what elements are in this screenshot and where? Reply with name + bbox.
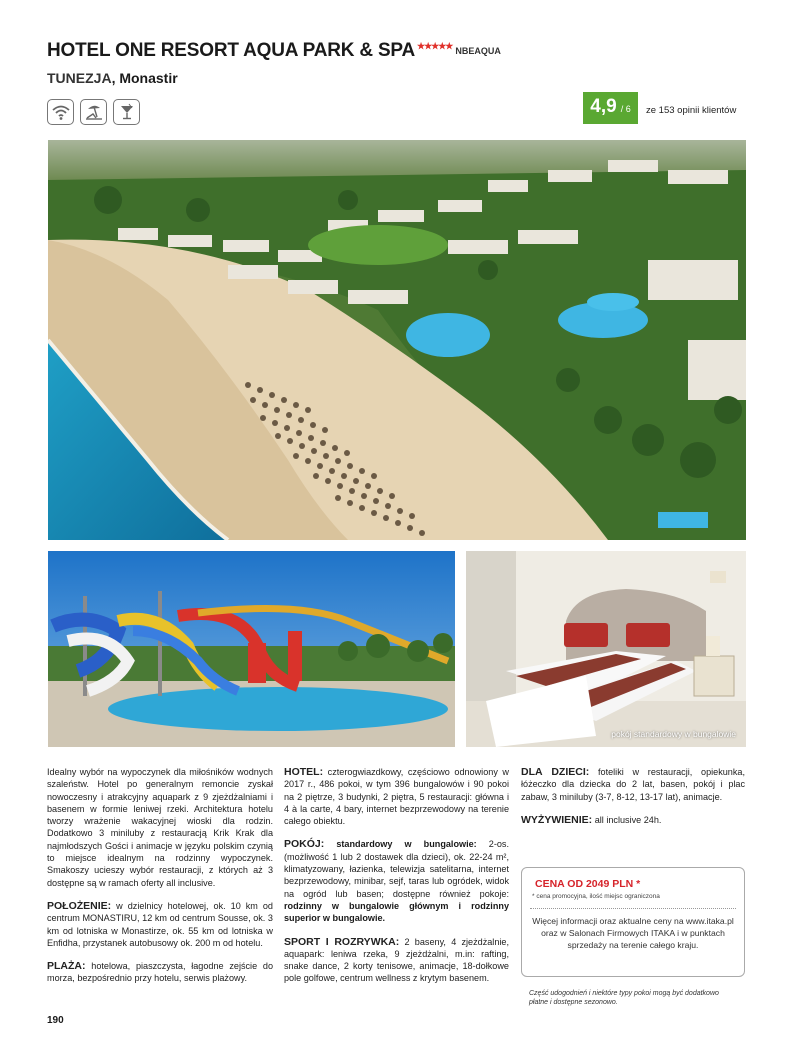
price-label: CENA OD 2049 PLN * bbox=[535, 878, 641, 890]
beach-section bbox=[47, 960, 273, 985]
location-section bbox=[47, 900, 273, 949]
food-label: WYŻYWIENIE: bbox=[521, 813, 593, 826]
column-3 bbox=[521, 766, 745, 837]
beach-label: PLAŻA: bbox=[47, 960, 86, 973]
city: Monastir bbox=[119, 70, 178, 86]
room-other-types: rodzinny w bungalowie głównym i rodzinny superior w bungalowie. bbox=[284, 900, 509, 924]
room-photo-caption: pokój standardowy w bungalowie bbox=[611, 729, 736, 739]
page-number: 190 bbox=[47, 1015, 64, 1026]
amenity-icons bbox=[47, 99, 140, 125]
room-label: POKÓJ: bbox=[284, 838, 325, 851]
offer-code: NBEAQUA bbox=[455, 46, 501, 56]
column-2 bbox=[284, 766, 509, 996]
hotel-name: HOTEL ONE RESORT AQUA PARK & SPA bbox=[47, 40, 415, 61]
hotel-section bbox=[284, 766, 509, 827]
room-section bbox=[284, 838, 509, 924]
kids-section bbox=[521, 766, 745, 803]
sport-label: SPORT I ROZRYWKA: bbox=[284, 935, 400, 948]
rating-scale: / 6 bbox=[620, 104, 631, 114]
country: TUNEZJA bbox=[47, 70, 112, 86]
intro-text: Idealny wybór na wypoczynek dla miłośników wodnych szaleństw. Hotel po generalnym remoncie zyskał nowoczesny i atrakcyjny aquapark z 9 zjeżdżalniami i basenem w formie leniwej rzeki. Architektura hotelu tworzy wrażenie wakacyjnej wioski dla rodzin. Dodatkowo 3 miniluby z restauracją Krik Krak dla najmłodszych Gości i animacje w języku polskim czynią to miejsce idealnym na rodzinny wypoczynek. Smakoszy ucieszy wybór restauracji, z których aż 3 dostępne są w ramach oferty all inclusive. bbox=[47, 767, 273, 888]
sport-section bbox=[284, 936, 509, 985]
food-section bbox=[521, 814, 745, 826]
room-photo bbox=[466, 551, 746, 747]
room-text: 2-os. (możliwość 1 lub 2 dostawek dla dzieci), ok. 22-24 m², klimatyzowany, łazienka, telewizja satelitarna, internet bezprzewodowy, minibar, sejf, taras lub ogródek, widok na ogród lub basen; dostępne również pokoje: bbox=[284, 839, 509, 899]
price-note: * cena promocyjna, ilość miejsc ograniczona bbox=[532, 893, 660, 900]
location: TUNEZJA, Monastir bbox=[47, 70, 178, 86]
aerial-resort-photo bbox=[48, 140, 746, 540]
room-type: standardowy w bungalowie: bbox=[336, 839, 477, 850]
rating-score: 4,9 bbox=[590, 96, 617, 117]
kids-label: DLA DZIECI: bbox=[521, 766, 590, 778]
column-1 bbox=[47, 766, 273, 996]
star-rating: ★★★★★ bbox=[417, 41, 453, 51]
location-label: POŁOŻENIE: bbox=[47, 899, 112, 912]
rating-reviews: ze 153 opinii klientów bbox=[646, 105, 737, 116]
divider bbox=[530, 908, 736, 909]
aquapark-photo bbox=[48, 551, 455, 747]
price-box bbox=[521, 867, 745, 977]
kids-text: foteliki w restauracji, opiekunka, łóżeczko dla dziecka do 2 lat, basen, pokój i plac zabaw, 3 miniluby (3-7, 8-12, 13-17 lat), animacje. bbox=[521, 767, 745, 802]
cocktail-icon bbox=[113, 99, 140, 125]
hotel-label: HOTEL: bbox=[284, 766, 324, 778]
wifi-icon bbox=[47, 99, 74, 125]
footnote: Część udogodnień i niektóre typy pokoi mogą być dodatkowo płatne i dostępne sezonowo. bbox=[529, 990, 719, 1006]
sport-text: 2 baseny, 4 zjeżdżalnie, aquapark: leniwa rzeka, 9 zjeżdżalni, m.in: rafting, snake dance, 2 korty tenisowe, animacje, 18-dołkowe pole golfowe, centrum wellness z krytym basenem. bbox=[284, 936, 509, 984]
hotel-text: czterogwiazdkowy, częściowo odnowiony w 2017 r., 486 pokoi, w tym 396 bungalowów i 90 pokoi na 2 piętrze, 3 budynki, 2 piętra, 5 restauracji: główna i 4 à la carte, 4 bary, internet bezprzewodowy na terenie całego obiektu. bbox=[284, 767, 509, 827]
beach-text: hotelowa, piaszczysta, łagodne zejście do morza, bezpośrednio przy hotelu, serwis plażowy. bbox=[47, 961, 274, 984]
beach-icon bbox=[80, 99, 107, 125]
hotel-title bbox=[47, 40, 501, 62]
location-text: w dzielnicy hotelowej, ok. 10 km od centrum MONASTIRU, 12 km od centrum Sousse, ok. 3 km od lotniska w Monastirze, ok. 55 km od lotniska w Enfidha, przystanek autobusowy ok. 200 m od hotelu. bbox=[47, 900, 273, 948]
rating-badge bbox=[583, 92, 638, 124]
price-info: Więcej informacji oraz aktualne ceny na www.itaka.pl oraz w Salonach Firmowych ITAKA i w punktach sprzedaży na terenie całego kraju. bbox=[532, 916, 734, 950]
food-text: all inclusive 24h. bbox=[594, 814, 662, 825]
